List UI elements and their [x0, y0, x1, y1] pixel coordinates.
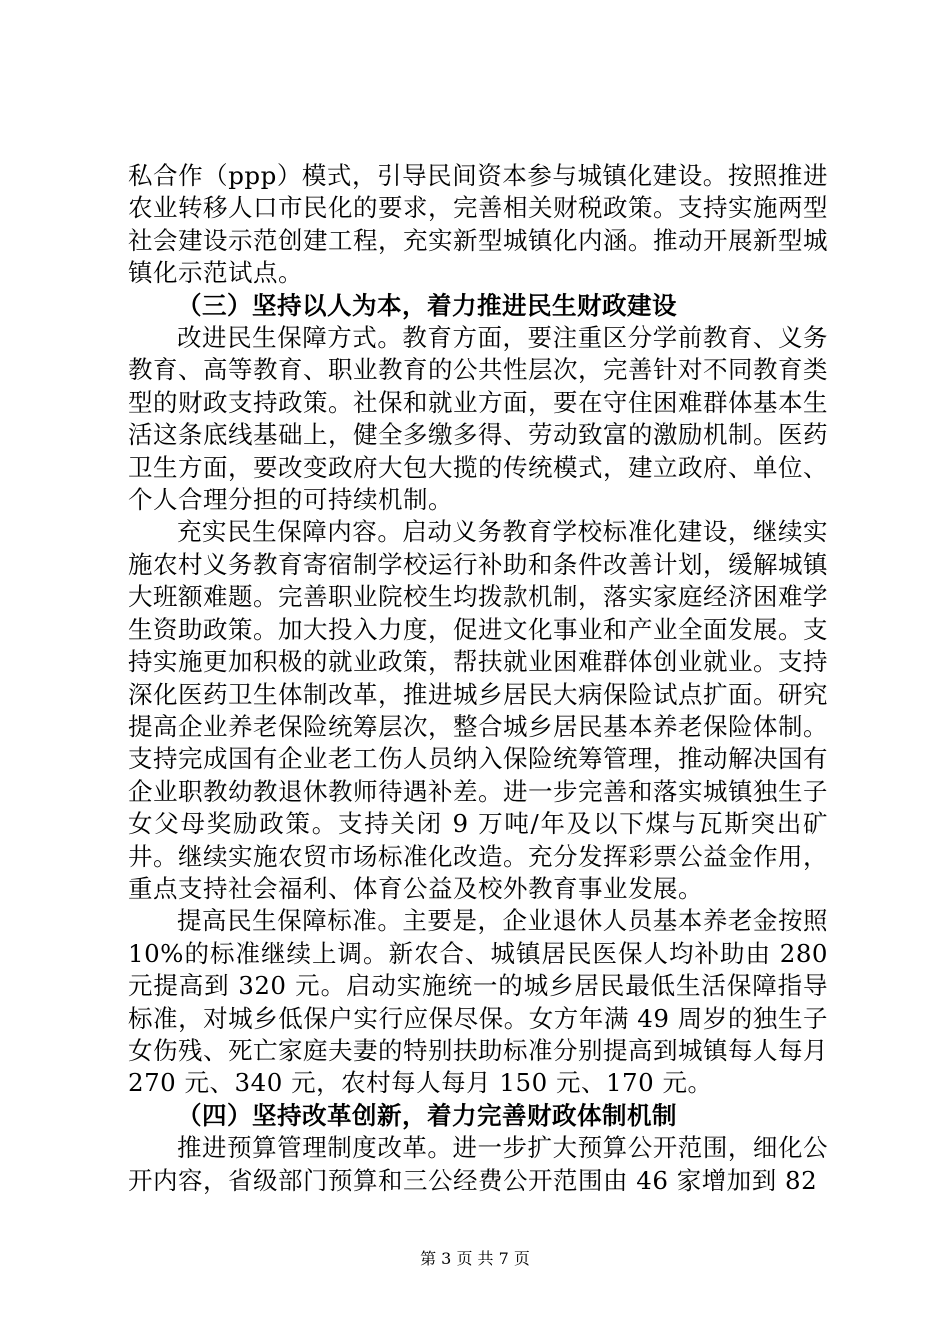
section-heading: （三）坚持以人为本，着力推进民生财政建设 [177, 290, 677, 320]
paragraph: 推进预算管理制度改革。进一步扩大预算公开范围，细化公开内容，省级部门预算和三公经费公开范围由 46 家增加到 82 [128, 1133, 828, 1195]
page-footer: 第 3 页 共 7 页 [420, 1249, 530, 1268]
section-heading: （四）坚持改革创新，着力完善财政体制机制 [177, 1100, 677, 1130]
paragraph: 改进民生保障方式。教育方面，要注重区分学前教育、义务教育、高等教育、职业教育的公共性层次，完善针对不同教育类型的财政支持政策。社保和就业方面，要在守住困难群体基本生活这条底线基础上，健全多缴多得、劳动致富的激励机制。医药卫生方面，要改变政府大包大揽的传统模式，建立政府、单位、个人合理分担的可持续机制。 [128, 323, 828, 515]
paragraph: 提高民生保障标准。主要是，企业退休人员基本养老金按照 10%的标准继续上调。新农合、城镇居民医保人均补助由 280 元提高到 320 元。启动实施统一的城乡居民最低生活保障指导标准，对城乡低保户实行应保尽保。女方年满 49 周岁的独生子女伤残、死亡家庭夫妻的特别扶助标准分别提高到城镇每人每月 270 元、340 元，农村每人每月 150 元、170 元。 [128, 906, 828, 1098]
paragraph: 充实民生保障内容。启动义务教育学校标准化建设，继续实施农村义务教育寄宿制学校运行补助和条件改善计划，缓解城镇大班额难题。完善职业院校生均拨款机制，落实家庭经济困难学生资助政策。加大投入力度，促进文化事业和产业全面发展。支持实施更加积极的就业政策，帮扶就业困难群体创业就业。支持深化医药卫生体制改革，推进城乡居民大病保险试点扩面。研究提高企业养老保险统筹层次，整合城乡居民基本养老保险体制。支持完成国有企业老工伤人员纳入保险统筹管理，推动解决国有企业职教幼教退休教师待遇补差。进一步完善和落实城镇独生子女父母奖励政策。支持关闭 9 万吨/年及以下煤与瓦斯突出矿井。继续实施农贸市场标准化改造。充分发挥彩票公益金作用，重点支持社会福利、体育公益及校外教育事业发展。 [128, 517, 828, 903]
paragraph: 私合作（ppp）模式，引导民间资本参与城镇化建设。按照推进农业转移人口市民化的要求，完善相关财税政策。支持实施两型社会建设示范创建工程，充实新型城镇化内涵。推动开展新型城镇化示范试点。 [128, 161, 828, 288]
document-body [128, 160, 828, 1197]
